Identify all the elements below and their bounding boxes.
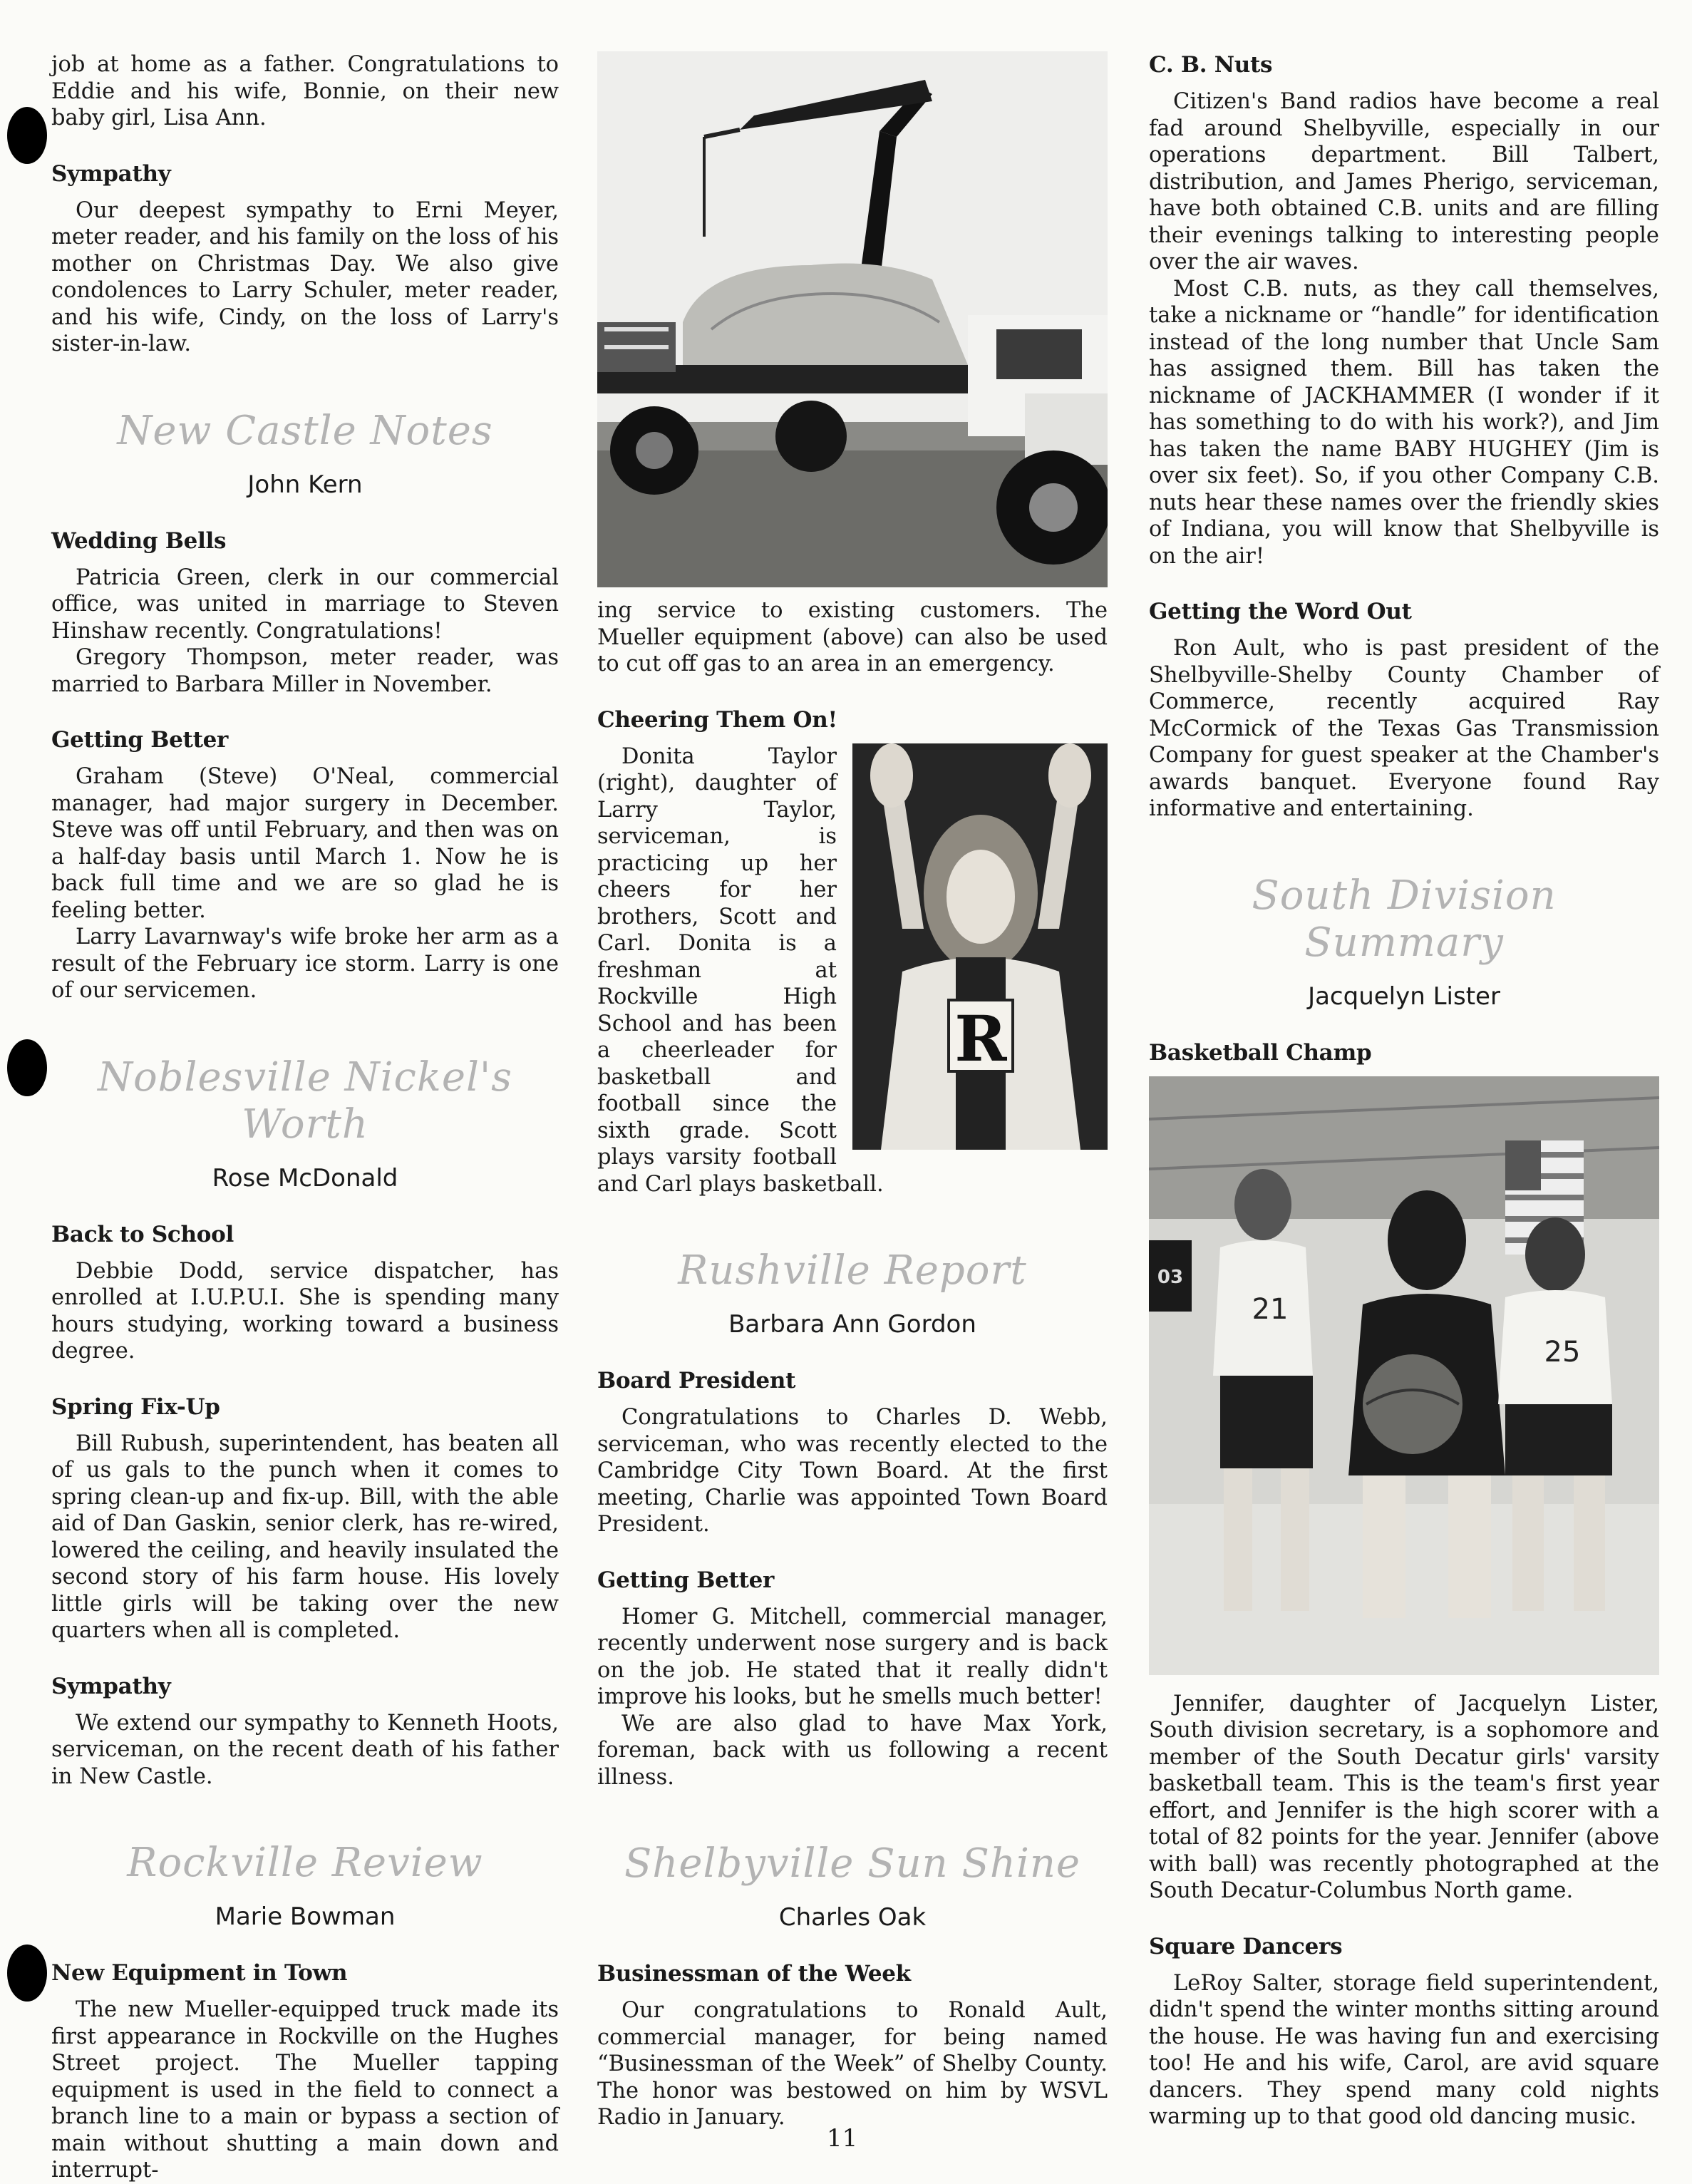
column-left xyxy=(51,51,559,2184)
article-getting-better-2 xyxy=(597,1567,1108,1791)
article-text: We are also glad to have Max York, foreman, back with us following a recent illness. xyxy=(597,1711,1108,1790)
article-heading: Cheering Them On! xyxy=(597,706,837,733)
truck-illustration xyxy=(597,51,1108,587)
article-text: Citizen's Band radios have become a real fad around Shelbyville, especially in our operations department. Bill Talbert, distribution, and James Pherigo, serviceman, have both obtained C.B. units and are filling their evenings talking to interesting people over the air waves. xyxy=(1149,89,1659,274)
article-basketball-champ xyxy=(1149,1039,1659,1905)
article-sympathy xyxy=(51,160,559,358)
section-author: Charles Oak xyxy=(778,1903,927,1932)
article-heading: Getting the Word Out xyxy=(1149,599,1412,624)
article-businessman xyxy=(597,1960,1108,2131)
section-title: Rushville Report xyxy=(678,1247,1027,1294)
article-text: Our congratulations to Ronald Ault, commercial manager, for being named “Businessman of the Week” of Shelby County. The honor was bestowed on him by WSVL Radio in January. xyxy=(597,1998,1108,2130)
article-new-equipment xyxy=(51,1959,559,2184)
article-heading: Sympathy xyxy=(51,160,171,187)
cheerleader-photo xyxy=(852,743,1108,1150)
article-heading: New Equipment in Town xyxy=(51,1960,348,1986)
section-author: John Kern xyxy=(247,470,363,499)
section-title: Noblesville Nickel's Worth xyxy=(97,1054,513,1148)
article-text: Ron Ault, who is past president of the Shelbyville-Shelby County Chamber of Commerce, recently acquired Ray McCormick of the Texas Gas Transmission Company for guest speaker at the Chamber's awards banquet. Everyone found Ray informative and entertaining. xyxy=(1149,636,1659,821)
article-sympathy-2 xyxy=(51,1673,559,1791)
article-heading: C. B. Nuts xyxy=(1149,52,1273,78)
article-text: Debbie Dodd, service dispatcher, has enrolled at I.U.P.U.I. She is spending many hours studying, working toward a business degree. xyxy=(51,1258,559,1364)
intro-paragraph: job at home as a father. Congratulations to Eddie and his wife, Bonnie, on their new baby girl, Lisa Ann. xyxy=(51,52,559,130)
article-heading: Board President xyxy=(597,1368,796,1394)
article-spring-fix-up xyxy=(51,1394,559,1644)
article-text: Homer G. Mitchell, commercial manager, recently underwent nose surgery and is back on the job. He stated that it really didn't improve his looks, but he smells much better! xyxy=(597,1604,1108,1709)
article-cheering-them-on xyxy=(597,706,1108,1198)
article-text: Graham (Steve) O'Neal, commercial manager, had major surgery in December. Steve was off until February, and then was on a half-day basis until March 1. Now he is back full time and we are so glad he is feeling better. xyxy=(51,764,559,923)
article-word-out xyxy=(1149,598,1659,823)
section-header-rockville xyxy=(51,1840,559,1931)
section-author: Rose McDonald xyxy=(212,1163,398,1193)
article-square-dancers xyxy=(1149,1933,1659,2131)
article-text: We extend our sympathy to Kenneth Hoots, serviceman, on the recent death of his father in New Castle. xyxy=(51,1710,559,1789)
article-heading: Basketball Champ xyxy=(1149,1039,1372,1066)
section-author: Marie Bowman xyxy=(215,1902,396,1931)
basketball-illustration xyxy=(1149,1076,1659,1675)
section-title: Shelbyville Sun Shine xyxy=(624,1840,1081,1887)
article-getting-better xyxy=(51,726,559,1004)
article-heading: Back to School xyxy=(51,1221,234,1247)
punch-hole xyxy=(7,107,47,164)
cheerleader-illustration xyxy=(852,743,1108,1150)
section-header-south xyxy=(1149,872,1659,1011)
article-cb-nuts xyxy=(1149,51,1659,570)
article-heading: Sympathy xyxy=(51,1673,171,1699)
section-author: Barbara Ann Gordon xyxy=(728,1310,976,1339)
truck-photo xyxy=(597,51,1108,587)
article-heading: Square Dancers xyxy=(1149,1933,1343,1959)
article-heading: Wedding Bells xyxy=(51,527,227,554)
column-right xyxy=(1149,51,1659,2131)
punch-hole xyxy=(7,1945,47,2002)
photo-caption: Jennifer, daughter of Jacquelyn Lister, South division secretary, is a sophomore and member of the South Decatur girls' varsity basketball team. This is the team's first year effort, and Jennifer is the high scorer with a total of 82 points for the year. Jennifer (above with ball) was recently photographed at the South Decatur-Columbus North game. xyxy=(1149,1691,1659,1903)
section-title: South Division Summary xyxy=(1252,872,1557,966)
article-text: Bill Rubush, superintendent, has beaten all of us gals to the punch when it comes to spring clean-up and fix-up. Bill, with the able aid of Dan Gaskin, senior clerk, has re-wired, lowered the ceiling, and heavily insulated the second story of his farm house. His lovely little girls will be taking over the new quarters when all is completed. xyxy=(51,1431,559,1643)
article-heading: Businessman of the Week xyxy=(597,1961,911,1987)
page-number: 11 xyxy=(827,2124,858,2153)
punch-hole xyxy=(7,1039,47,1096)
article-wedding-bells xyxy=(51,527,559,699)
jersey-number-left: 21 xyxy=(1252,1292,1289,1326)
section-header-rushville xyxy=(597,1247,1108,1339)
article-text: LeRoy Salter, storage field superintendent, didn't spend the winter months sitting around the house. He was having fun and exercising too! He and his wife, Carol, are avid square dancers. They spend many cold nights warming up to that good old dancing music. xyxy=(1149,1970,1659,2129)
article-text: Our deepest sympathy to Erni Meyer, meter reader, and his family on the loss of his mother on Christmas Day. We also give condolences to Larry Schuler, meter reader, and his wife, Cindy, on the loss of Larry's sister-in-law. xyxy=(51,197,559,356)
section-header-noblesville xyxy=(51,1054,559,1193)
article-text: Larry Lavarnway's wife broke her arm as a result of the February ice storm. Larry is one of our servicemen. xyxy=(51,924,559,1003)
article-text: Most C.B. nuts, as they call themselves, take a nickname or “handle” for identification instead of the long number that Uncle Sam has assigned them. Bill has taken the nickname of JACKHAMMER (I wonder if it has something to do with his work?), and Jim has taken the name BABY HUGHEY (Jim is over six feet). So, if you other Company C.B. nuts hear these names over the friendly skies of Indiana, you will know that Shelbyville is on the air! xyxy=(1149,276,1659,569)
article-board-president xyxy=(597,1367,1108,1538)
section-author: Jacquelyn Lister xyxy=(1308,982,1500,1011)
article-text: Gregory Thompson, meter reader, was married to Barbara Miller in November. xyxy=(51,645,559,697)
article-text: Congratulations to Charles D. Webb, serviceman, who was recently elected to the Cambridge City Town Board. At the first meeting, Charlie was appointed Town Board President. xyxy=(597,1405,1108,1537)
article-text: Donita Taylor (right), daughter of Larry Taylor, serviceman, is practicing up her cheers for her brothers, Scott and Carl. Donita is a freshman at Rockville High School and has been a cheerleader for basketball and football since the sixth grade. Scott plays varsity football and Carl plays basketball. xyxy=(597,743,884,1197)
truck-continuation: ing service to existing customers. The Mueller equipment (above) can also be used to cut off gas to an area in an emergency. xyxy=(597,598,1108,676)
sweater-letter: R xyxy=(954,1001,1007,1076)
article-back-to-school xyxy=(51,1221,559,1365)
article-heading: Getting Better xyxy=(597,1567,775,1593)
article-text: Patricia Green, clerk in our commercial office, was united in marriage to Steven Hinshaw recently. Congratulations! xyxy=(51,565,559,644)
basketball-photo xyxy=(1149,1076,1659,1675)
jersey-number-right: 25 xyxy=(1544,1335,1581,1369)
section-header-new-castle xyxy=(51,408,559,499)
article-text: The new Mueller-equipped truck made its first appearance in Rockville on the Hughes Street project. The Mueller tapping equipment is used in the field to connect a branch line to a main or bypass a section of main without shutting a main down and interrupt- xyxy=(51,1997,559,2183)
column-middle xyxy=(597,51,1108,2131)
section-title: Rockville Review xyxy=(127,1840,483,1886)
article-heading: Getting Better xyxy=(51,727,229,753)
scoreboard-digits: 03 xyxy=(1157,1266,1184,1288)
article-heading: Spring Fix-Up xyxy=(51,1394,220,1420)
section-title: New Castle Notes xyxy=(117,407,493,454)
section-header-shelbyville xyxy=(597,1840,1108,1932)
